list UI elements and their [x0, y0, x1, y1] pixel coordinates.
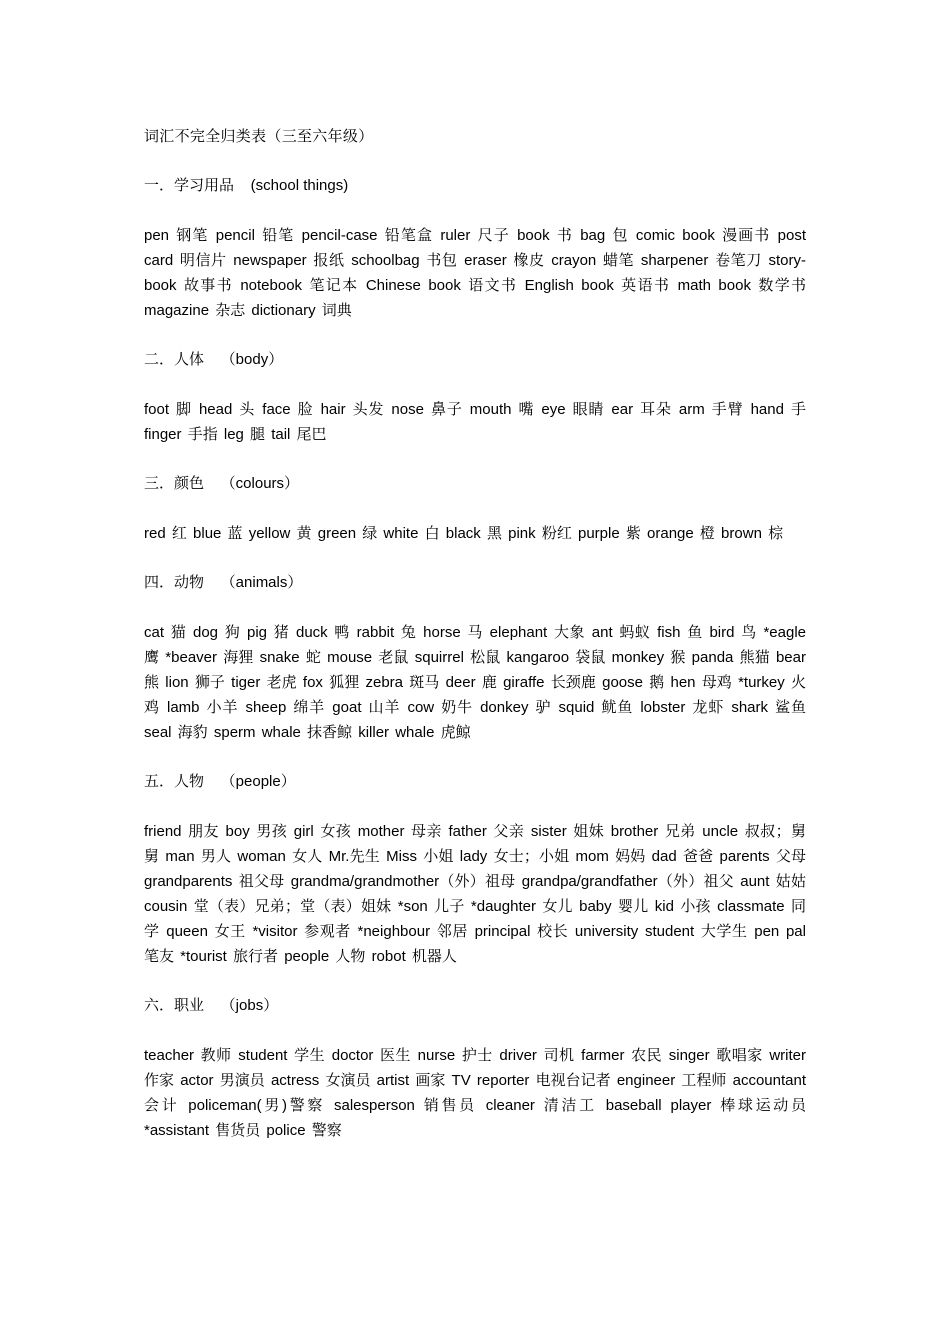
section-school-things [144, 173, 806, 323]
section-animals [144, 570, 806, 745]
section-body-parts [144, 347, 806, 447]
document-title: 词汇不完全归类表（三至六年级） [144, 128, 374, 145]
section-people [144, 769, 806, 969]
section-heading: 三．颜色 （colours） [144, 475, 300, 492]
section-heading: 一．学习用品 (school things) [144, 177, 349, 194]
section-body: red 红 blue 蓝 yellow 黄 green 绿 white 白 black 黑 pink 粉红 purple 紫 orange 橙 brown 棕 [144, 525, 784, 542]
section-colours [144, 471, 806, 546]
section-body: foot 脚 head 头 face 脸 hair 头发 nose 鼻子 mouth 嘴 eye 眼睛 ear 耳朵 arm 手臂 hand 手 finger 手指 leg 腿 tail 尾巴 [144, 401, 806, 443]
section-heading: 二．人体 （body） [144, 351, 284, 368]
section-body: cat 猫 dog 狗 pig 猪 duck 鸭 rabbit 兔 horse 马 elephant 大象 ant 蚂蚁 fish 鱼 bird 鸟 *eagle 鹰 *beaver 海狸 snake 蛇 mouse 老鼠 squirrel 松鼠 kangaroo 袋鼠 monkey 猴 panda 熊猫 bear 熊 lion 狮子 tiger 老虎 fox 狐狸 zebra 斑马 deer 鹿 giraffe 长颈鹿 goose 鹅 hen 母鸡 *turkey 火鸡 lamb 小羊 sheep 绵羊 goat 山羊 cow 奶牛 donkey 驴 squid 鱿鱼 lobster 龙虾 shark 鲨鱼 seal 海豹 sperm whale 抹香鲸 killer whale 虎鲸 [144, 624, 806, 741]
section-jobs [144, 993, 806, 1143]
section-body: pen 钢笔 pencil 铅笔 pencil-case 铅笔盒 ruler 尺子 book 书 bag 包 comic book 漫画书 post card 明信片 newspaper 报纸 schoolbag 书包 eraser 橡皮 crayon 蜡笔 sharpener 卷笔刀 story-book 故事书 notebook 笔记本 Chinese book 语文书 English book 英语书 math book 数学书 magazine 杂志 dictionary 词典 [144, 227, 806, 319]
section-body: friend 朋友 boy 男孩 girl 女孩 mother 母亲 father 父亲 sister 姐妹 brother 兄弟 uncle 叔叔；舅舅 man 男人 woman 女人 Mr.先生 Miss 小姐 lady 女士；小姐 mom 妈妈 dad 爸爸 parents 父母 grandparents 祖父母 grandma/grandmother（外）祖母 grandpa/grandfather（外）祖父 aunt 姑姑 cousin 堂（表）兄弟；堂（表）姐妹 *son 儿子 *daughter 女儿 baby 婴儿 kid 小孩 classmate 同学 queen 女王 *visitor 参观者 *neighbour 邻居 principal 校长 university student 大学生 pen pal 笔友 *tourist 旅行者 people 人物 robot 机器人 [144, 823, 806, 965]
section-heading: 六．职业 （jobs） [144, 997, 279, 1014]
section-heading: 四．动物 （animals） [144, 574, 303, 591]
document-page [144, 124, 806, 1167]
section-body: teacher 教师 student 学生 doctor 医生 nurse 护士 driver 司机 farmer 农民 singer 歌唱家 writer 作家 actor 男演员 actress 女演员 artist 画家 TV reporter 电视台记者 engineer 工程师 accountant 会计 policeman(男)警察 salesperson 销售员 cleaner 清洁工 baseball player 棒球运动员 *assistant 售货员 police 警察 [144, 1047, 806, 1139]
section-heading: 五．人物 （people） [144, 773, 296, 790]
